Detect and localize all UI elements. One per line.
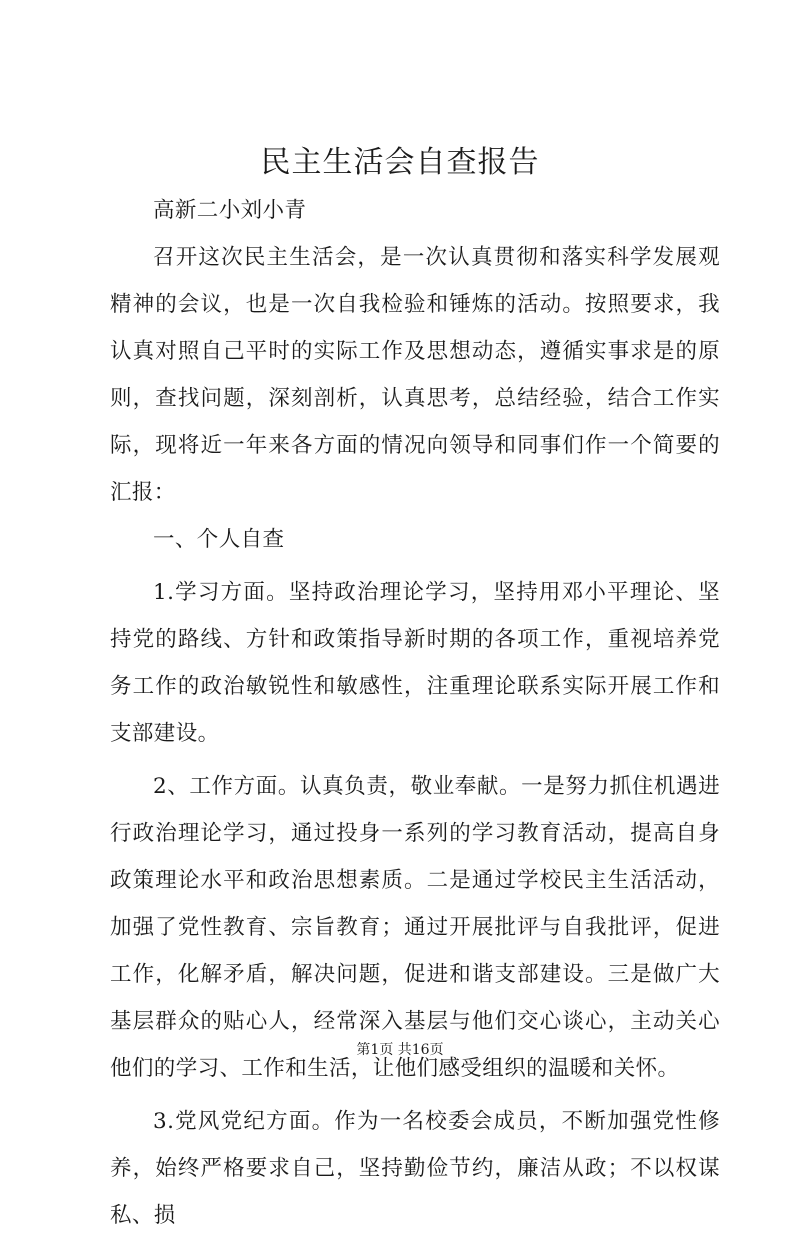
author-line: 高新二小刘小青 (153, 198, 307, 223)
section-heading: 一、个人自查 (153, 527, 285, 552)
paragraph-intro: 召开这次民主生活会，是一次认真贯彻和落实科学发展观精神的会议，也是一次自我检验和锤炼的活动。按照要求，我认真对照自己平时的实际工作及思想动态，遵循实事求是的原则，查找问题，深刻剖析，认真思考，总结经验，结合工作实际，现将近一年来各方面的情况向领导和同事们作一个简要的汇报： (110, 245, 720, 505)
document-title: 民主生活会自查报告 (260, 145, 540, 180)
page-footer: 第1页 共16页 (356, 1042, 444, 1058)
paragraph-study: 1.学习方面。坚持政治理论学习，坚持用邓小平理论、坚持党的路线、方针和政策指导新时期的各项工作，重视培养党务工作的政治敏锐性和敏感性，注重理论联系实际开展工作和支部建设。 (110, 580, 720, 746)
paragraph-work: 2、工作方面。认真负责，敬业奉献。一是努力抓住机遇进行政治理论学习，通过投身一系列的学习教育活动，提高自身政策理论水平和政治思想素质。二是通过学校民主生活活动，加强了党性教育、宗旨教育；通过开展批评与自我批评，促进工作，化解矛盾，解决问题，促进和谐支部建设。三是做广大基层群众的贴心人，经常深入基层与他们交心谈心，主动关心他们的学习、工作和生活，让他们感受组织的温暖和关怀。 (110, 774, 720, 1081)
document-body (110, 187, 720, 1239)
paragraph-discipline: 3.党风党纪方面。作为一名校委会成员，不断加强党性修养，始终严格要求自己，坚持勤俭节约，廉洁从政；不以权谋私、损 (110, 1109, 720, 1228)
